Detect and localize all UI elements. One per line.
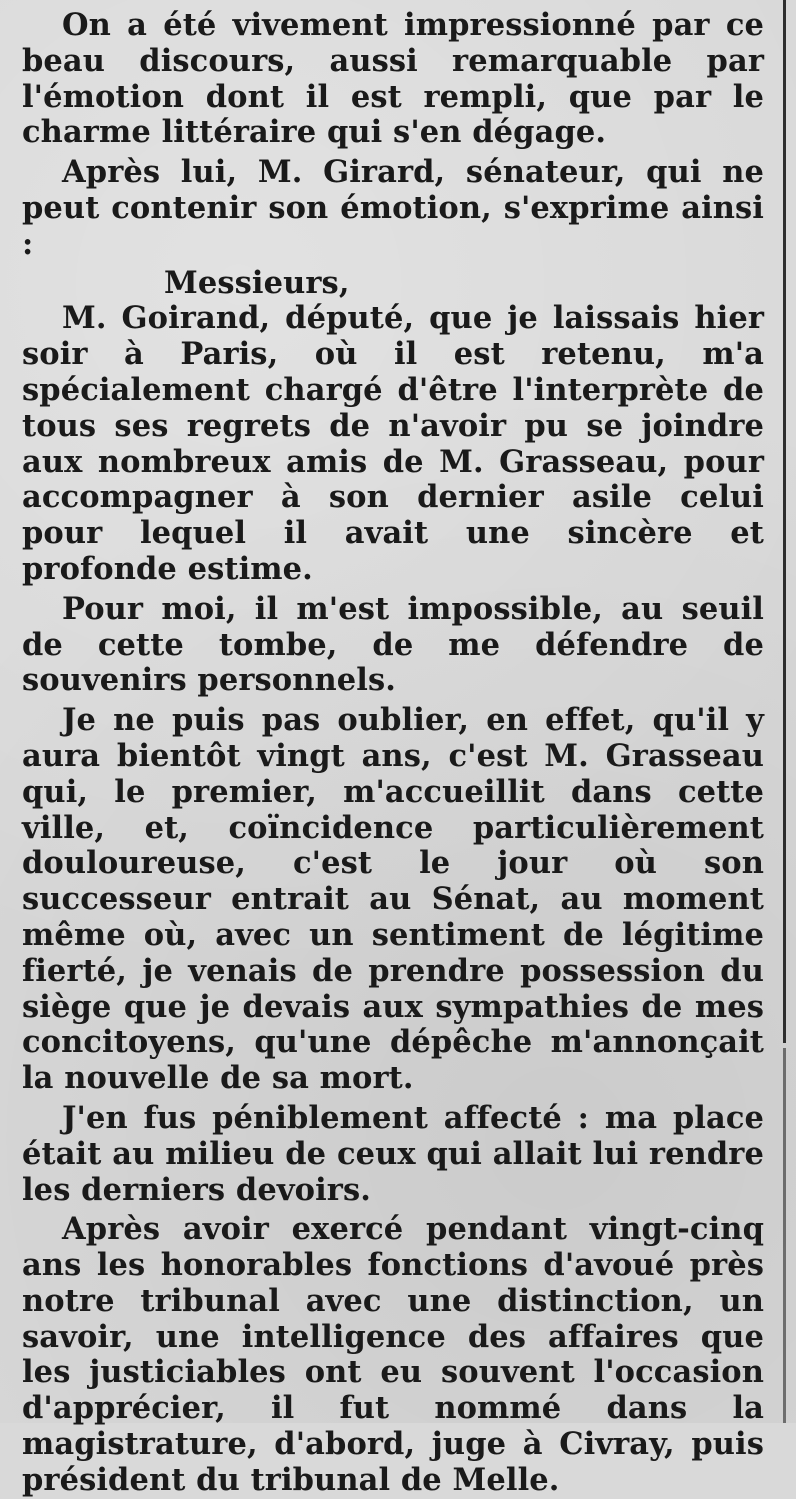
speech-paragraph-4: J'en fus péniblement affecté : ma place était au milieu de ceux qui allait lui rendre les derniers devoirs. [22, 1099, 764, 1208]
paragraph-girard: Après lui, M. Girard, sénateur, qui ne peut contenir son émotion, s'exprime ainsi : [22, 154, 764, 262]
speech-paragraph-5: Après avoir exercé pendant vingt-cinq ans les honorables fonctions d'avoué près notre tribunal avec une distinction, un savoir, une intelligence des affaires que les justiciables ont eu souvent l'occasion d'apprécier, il fut nommé dans la magistrature, d'abord, juge à Civray, puis président du tribunal de Melle. [22, 1211, 764, 1498]
speech-paragraph-1: M. Goirand, député, que je laissais hier soir à Paris, où il est retenu, m'a spécialement chargé d'être l'interprète de tous ses regrets de n'avoir pu se joindre aux nombreux amis de M. Grasseau, pour accompagner à son dernier asile celui pour lequel il avait une sincère et profonde estime. [22, 300, 764, 587]
speech-salutation: Messieurs, [164, 264, 350, 301]
paragraph-intro: On a été vivement impressionné par ce beau discours, aussi remarquable par l'émotion dont il est rempli, que par le charme littéraire qui s'en dégage. [22, 7, 764, 151]
speech-paragraph-2: Pour moi, il m'est impossible, au seuil de cette tombe, de me défendre de souvenirs personnels. [22, 590, 764, 699]
article-column [22, 8, 764, 1499]
column-rule [783, 0, 786, 1043]
column-rule-lower [783, 1048, 786, 1423]
speech-paragraph-3: Je ne puis pas oublier, en effet, qu'il y aura bientôt vingt ans, c'est M. Grasseau qui, le premier, m'accueillit dans cette ville, et, coïncidence particulièrement douloureuse, c'est le jour où son successeur entrait au Sénat, au moment même où, avec un sentiment de légitime fierté, je venais de prendre possession du siège que je devais aux sympathies de mes concitoyens, qu'une dépêche m'annonçait la nouvelle de sa mort. [22, 702, 764, 1097]
